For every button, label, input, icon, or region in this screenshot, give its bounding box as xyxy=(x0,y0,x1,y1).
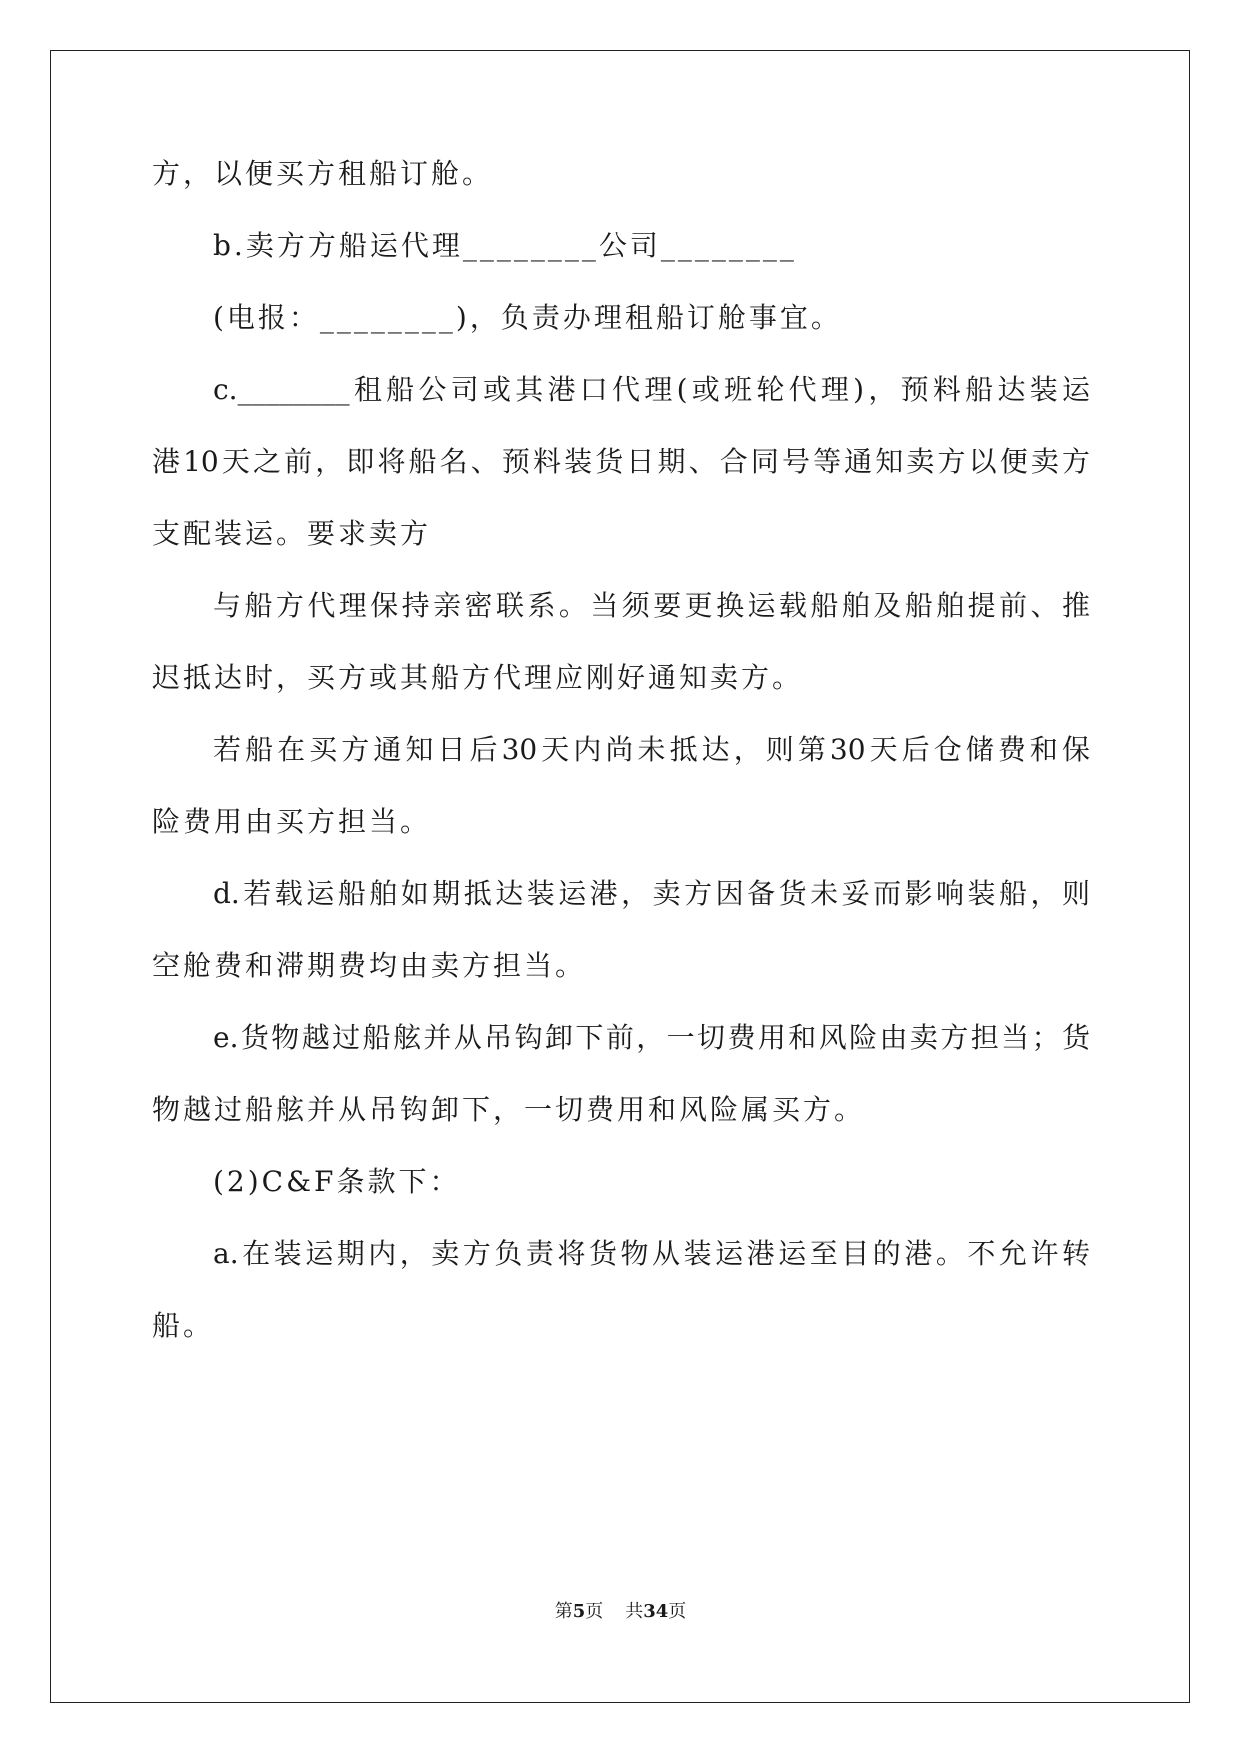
total-prefix: 共 xyxy=(625,1601,644,1622)
paragraph-line: a.在装运期内，卖方负责将货物从装运港运至目的港。不允许转 xyxy=(213,1237,1090,1270)
paragraph-line: 若船在买方通知日后30天内尚未抵达，则第30天后仓储费和保 xyxy=(213,733,1090,766)
paragraph-line: 迟抵达时，买方或其船方代理应刚好通知卖方。 xyxy=(152,661,804,694)
paragraph-line: 方，以便买方租船订舱。 xyxy=(152,157,494,190)
total-pages: 34 xyxy=(643,1601,669,1622)
paragraph-line: b.卖方方船运代理________公司________ xyxy=(213,229,797,262)
paragraph-line: 物越过船舷并从吊钩卸下，一切费用和风险属买方。 xyxy=(152,1093,866,1126)
page-suffix: 页 xyxy=(585,1601,604,1622)
paragraph-line: e.货物越过船舷并从吊钩卸下前，一切费用和风险由卖方担当；货 xyxy=(213,1021,1090,1054)
paragraph-line: (2)C&F条款下： xyxy=(213,1165,461,1198)
total-suffix: 页 xyxy=(668,1601,687,1622)
paragraph-line: 与船方代理保持亲密联系。当须要更换运载船舶及船舶提前、推 xyxy=(213,589,1090,622)
page-prefix: 第 xyxy=(554,1601,573,1622)
paragraph-line: 支配装运。要求卖方 xyxy=(152,517,432,550)
paragraph-line: 船。 xyxy=(152,1309,215,1342)
page-number: 5 xyxy=(572,1601,586,1622)
page-footer xyxy=(0,1600,1241,1624)
paragraph-line: (电报：________)，负责办理租船订舱事宜。 xyxy=(213,301,842,334)
paragraph-line: c.________租船公司或其港口代理(或班轮代理)，预料船达装运 xyxy=(213,373,1090,406)
paragraph-line: 空舱费和滞期费均由卖方担当。 xyxy=(152,949,587,982)
paragraph-line: d.若载运船舶如期抵达装运港，卖方因备货未妥而影响装船，则 xyxy=(213,877,1090,910)
paragraph-line: 港10天之前，即将船名、预料装货日期、合同号等通知卖方以便卖方 xyxy=(152,445,1090,478)
paragraph-line: 险费用由买方担当。 xyxy=(152,805,432,838)
